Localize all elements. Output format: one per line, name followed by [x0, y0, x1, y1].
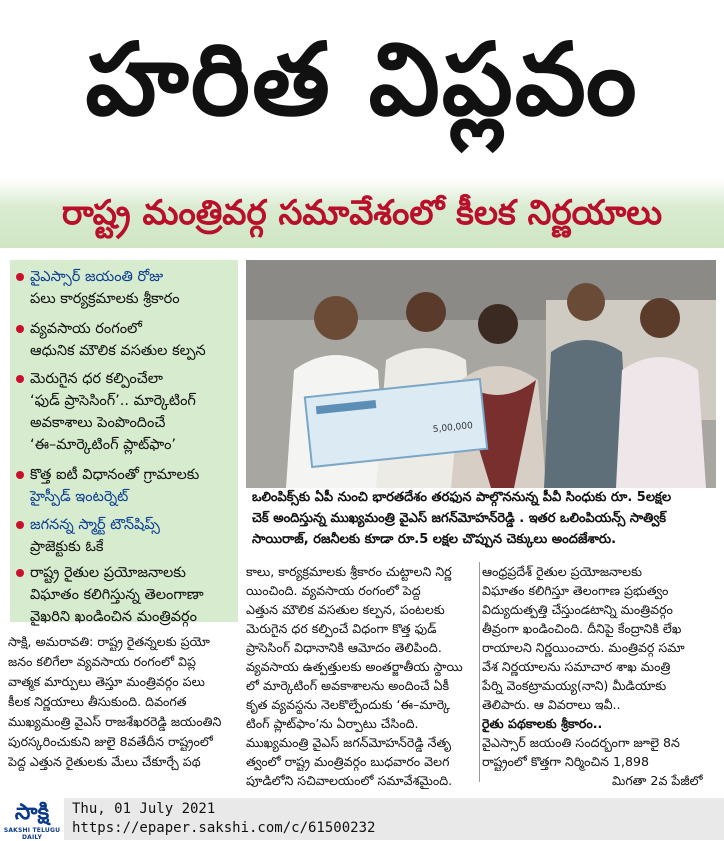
article-line: త్వంలో రాష్ట్ర మంత్రివర్గం బుధవారం వెలగ [246, 754, 450, 769]
subheadline: రాష్ట్ర మంత్రివర్గ సమావేశంలో కీలక నిర్ణయాలు [61, 193, 663, 233]
article-line: యించింది. వ్యవసాయ రంగంలో పెద్ద [246, 583, 421, 598]
article-line: వైఎస్సార్ జయంతి సందర్భంగా జూలై 8న [482, 735, 680, 750]
article-line: పురస్కరించుకుని జులై 8వతేదీన రాష్ట్రంలో [8, 734, 213, 749]
logo-text: సాక్షి [14, 800, 50, 825]
highlight-item: వైఎస్సార్ జయంతి రోజు పలు కార్యక్రమాలకు శ్రీకారం [16, 266, 238, 310]
article-line: వ్యవసాయ ఉత్పత్తులకు అంతర్జాతీయ స్థాయి [246, 659, 463, 674]
article-line: రాష్ట్రంలో కొత్తగా నిర్మించిన 1,898 [482, 754, 650, 769]
highlight-item: రాష్ట్ర రైతుల ప్రయోజనాలకు విఘాతం కలిగిస్తున్న తెలంగాణా వైఖరిని ఖండించిన మంత్రివర్గం [16, 562, 238, 628]
article-line: ముఖ్యమంత్రి వైఎస్ జగన్‌మోహన్‌రెడ్డి నేతృ [246, 735, 452, 750]
article-line: ఆంధ్రప్రదేశ్ రైతుల ప్రయోజనాలకు [482, 564, 643, 579]
cheque-amount: 5,00,000 [432, 421, 474, 436]
highlight-item: జగనన్న స్మార్ట్ టౌన్‌షిప్స్ ప్రాజెక్టుకు ఓకే [16, 514, 238, 558]
section-subheading: రైతు పథకాలకు శ్రీకారం.. [482, 716, 603, 731]
continued-on-page-note: మిగతా 2వ పేజీలో [612, 773, 703, 788]
news-photo [246, 260, 716, 488]
article-line: తెలిపారు. ఆ వివరాలు ఇవీ.. [482, 697, 621, 712]
bullet-dot-icon [16, 325, 24, 333]
caption-line: ఒలింపిక్స్‌కు ఏపీ నుంచి భారతదేశం తరఫున పాల్గొననున్న పీవీ సింధుకు రూ. 5లక్షల [252, 490, 672, 505]
caption-line: చెక్ అందిస్తున్న ముఖ్యమంత్రి వైఎస్ జగన్‌మోహన్‌రెడ్డి . ఇతర ఒలింపియన్స్ సాత్విక్ [252, 511, 667, 526]
masthead [0, 0, 724, 178]
highlight-item: కొత్త ఐటీ విధానంతో గ్రామాలకు హైస్పీడ్ ఇంటర్నెట్ [16, 464, 238, 508]
article-line: పూడిలోని సచివాలయంలో సమావేశమైంది. [246, 773, 453, 788]
article-line: సాక్షి, అమరావతి: రాష్ట్ర రైతన్నలకు ప్రయో [8, 634, 210, 649]
article-line: టింగ్ ప్లాట్‌ఫాం’ను ఏర్పాటు చేసింది. [246, 716, 419, 731]
article-line: మెరుగైన ధర కల్పించే విధంగా కొత్త ఫుడ్ [246, 621, 437, 636]
highlight-item: వ్యవసాయ రంగంలో ఆధునిక మౌలిక వసతుల కల్పన [16, 318, 238, 362]
highlights-panel [10, 260, 238, 625]
article-line: కాలు, కార్యక్రమాలకు శ్రీకారం చుట్టాలని నిర్ణ [246, 564, 452, 579]
bullet-dot-icon [16, 569, 24, 577]
epaper-url[interactable]: https://epaper.sakshi.com/c/61500232 [72, 820, 376, 836]
sakshi-logo [0, 798, 64, 840]
footer-bar [0, 798, 724, 840]
bullet-dot-icon [16, 273, 24, 281]
article-line: ఎత్తున మౌలిక వసతుల కల్పన, పంటలకు [246, 602, 445, 617]
edition-date: Thu, 01 July 2021 [72, 801, 216, 817]
subheadline-band [0, 178, 724, 248]
article-line: వేశ నిర్ణయాలను సమాచార శాఖ మంత్రి [482, 659, 671, 674]
article-line: విఘాతం కలిగిస్తూ తెలంగాణ ప్రభుత్వం [482, 583, 669, 598]
article-line: లో మార్కెటింగ్ అవకాశాలను అందించే ఏకీ [246, 678, 450, 693]
logo-subtext: SAKSHI TELUGU DAILY [3, 827, 61, 841]
news-photo-illustration [246, 260, 716, 488]
article-line: పేర్ని వెంకట్రామయ్య(నాని) మీడియాకు [482, 678, 667, 693]
caption-line: సాయిరాజ్, రజనీలకు కూడా రూ.5 లక్షల చొప్పున చెక్కులు అందజేశారు. [252, 532, 617, 547]
article-line: రాయాలని నిర్ణయించారు. మంత్రివర్గ సమా [482, 640, 685, 655]
article-line: కృత వ్యవస్థను నెలకొల్పేందుకు ‘ఈ–మార్కె [246, 697, 451, 712]
article-line: జనం కలిగేలా వ్యవసాయ రంగంలో విప్ల [8, 654, 196, 669]
bullet-dot-icon [16, 375, 24, 383]
article-line: తీవ్రంగా ఖండించింది. దీనిపై కేంద్రానికి లేఖ [482, 621, 682, 636]
article-line: ముఖ్యమంత్రి వైఎస్ రాజశేఖరరెడ్డి జయంతిని [8, 714, 222, 729]
article-line: వాత్మక మార్పులు తెస్తూ మంత్రివర్గం పలు [8, 674, 205, 689]
article-line: విద్యుదుత్పత్తి చేస్తుండటాన్ని మంత్రివర్గం [482, 602, 673, 617]
bullet-dot-icon [16, 471, 24, 479]
bullet-dot-icon [16, 521, 24, 529]
article-line: కీలక నిర్ణయాలు తీసుకుంది. దివంగత [8, 694, 187, 709]
column-divider [479, 562, 480, 782]
highlight-item: మెరుగైన ధర కల్పించేలా ‘ఫుడ్ ప్రాసెసింగ్’.. మార్కెటింగ్ అవకాశాలు పెంపొందించే ‘ఈ–మార్కెటింగ్ ప్లాట్‌ఫాం’ [16, 368, 238, 456]
photo-caption [246, 488, 716, 552]
page-title: హరిత విప్లవం [85, 20, 639, 138]
article-line: ప్రాసెసింగ్ విధానానికి ఆమోదం తెలిపింది. [246, 640, 442, 655]
article-line: పెద్ద ఎత్తున రైతులకు మేలు చేకూర్చే పథ [8, 754, 201, 769]
